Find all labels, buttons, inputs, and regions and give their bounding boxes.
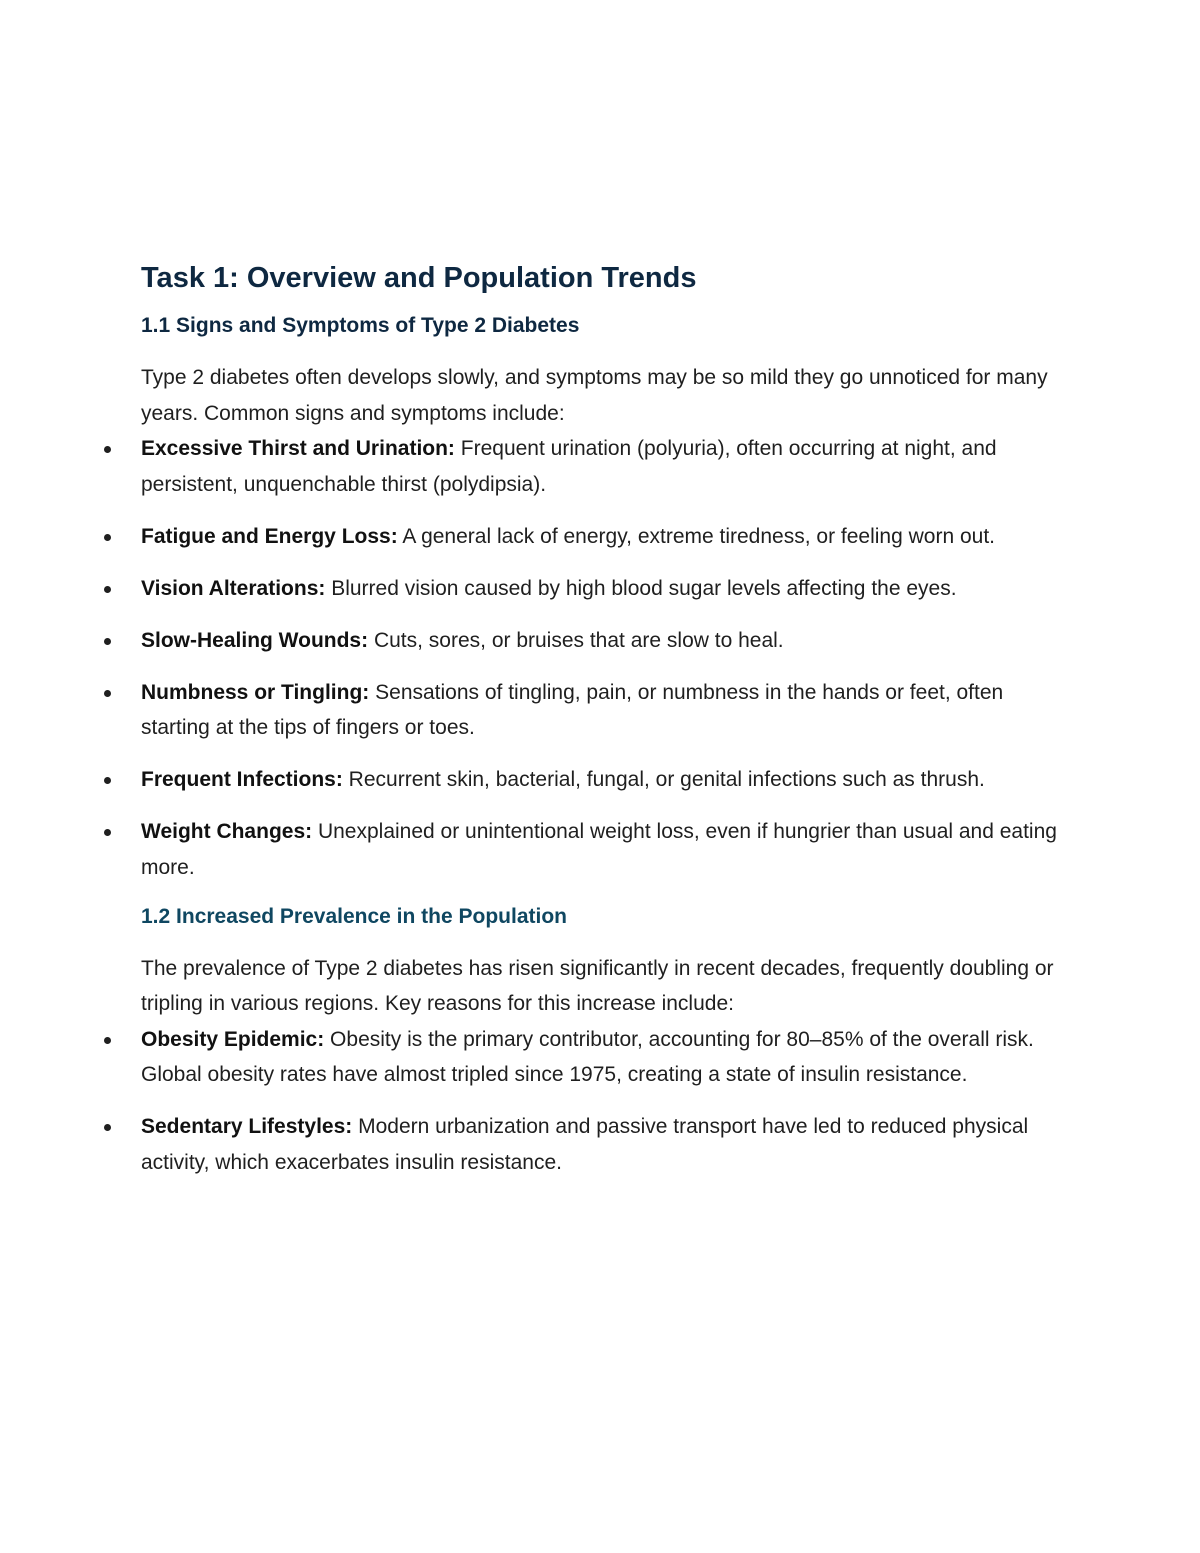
symptoms-list: [141, 431, 1061, 885]
bullet-icon: [104, 690, 111, 697]
list-item-text: Recurrent skin, bacterial, fungal, or genital infections such as thrush.: [342, 768, 985, 791]
list-item: [141, 571, 1061, 607]
list-item-term: Slow-Healing Wounds:: [141, 628, 369, 652]
bullet-icon: [104, 446, 111, 453]
page-title: Task 1: Overview and Population Trends: [141, 262, 697, 294]
list-item-term: Sedentary Lifestyles:: [141, 1115, 353, 1138]
document-body: [141, 258, 1061, 1197]
list-item-text: A general lack of energy, extreme tiredness, or feeling worn out.: [397, 524, 995, 548]
list-item-text: Frequent urination (polyuria), often occurring at night, and persistent, unquenchable thirst (polydipsia).: [141, 437, 997, 496]
section-intro-signs-symptoms: Type 2 diabetes often develops slowly, and symptoms may be so mild they go unnoticed for many years. Common signs and symptoms include:: [141, 366, 1048, 425]
list-item-text: Modern urbanization and passive transport have led to reduced physical activity, which exacerbates insulin resistance.: [141, 1115, 1029, 1174]
list-item-text: Obesity is the primary contributor, accounting for 80–85% of the overall risk. Global obesity rates have almost tripled since 1975, creating a state of insulin resistance.: [141, 1027, 1034, 1086]
bullet-icon: [104, 534, 111, 541]
list-item-term: Excessive Thirst and Urination:: [141, 437, 455, 460]
list-item-text: Blurred vision caused by high blood sugar levels affecting the eyes.: [325, 576, 957, 600]
list-item: [141, 1109, 1061, 1180]
list-item-term: Frequent Infections:: [141, 768, 343, 791]
list-item-term: Vision Alterations:: [141, 576, 326, 600]
list-item-term: Weight Changes:: [141, 820, 313, 843]
section-heading-signs-symptoms: 1.1 Signs and Symptoms of Type 2 Diabetes: [141, 314, 580, 337]
list-item-text: Cuts, sores, or bruises that are slow to heal.: [368, 628, 784, 652]
list-item-text: Unexplained or unintentional weight loss, even if hungrier than usual and eating more.: [141, 820, 1057, 879]
bullet-icon: [104, 586, 111, 593]
list-item: [141, 623, 1061, 659]
bullet-icon: [104, 1124, 111, 1131]
list-item: [141, 431, 1061, 502]
list-item: [141, 814, 1061, 885]
bullet-icon: [104, 829, 111, 836]
bullet-icon: [104, 638, 111, 645]
list-item: [141, 675, 1061, 746]
list-item-term: Numbness or Tingling:: [141, 680, 370, 704]
list-item-term: Obesity Epidemic:: [141, 1027, 325, 1051]
section-intro-prevalence: The prevalence of Type 2 diabetes has risen significantly in recent decades, frequently doubling or tripling in various regions. Key reasons for this increase include:: [141, 956, 1054, 1015]
bullet-icon: [104, 1037, 111, 1044]
section-heading-prevalence: 1.2 Increased Prevalence in the Population: [141, 904, 567, 928]
bullet-icon: [104, 777, 111, 784]
list-item: [141, 519, 1061, 555]
list-item-term: Fatigue and Energy Loss:: [141, 524, 398, 548]
prevalence-reasons-list: [141, 1022, 1061, 1181]
list-item-text: Sensations of tingling, pain, or numbness in the hands or feet, often starting at the tips of fingers or toes.: [141, 680, 1004, 739]
list-item: [141, 1022, 1061, 1093]
list-item: [141, 762, 1061, 798]
